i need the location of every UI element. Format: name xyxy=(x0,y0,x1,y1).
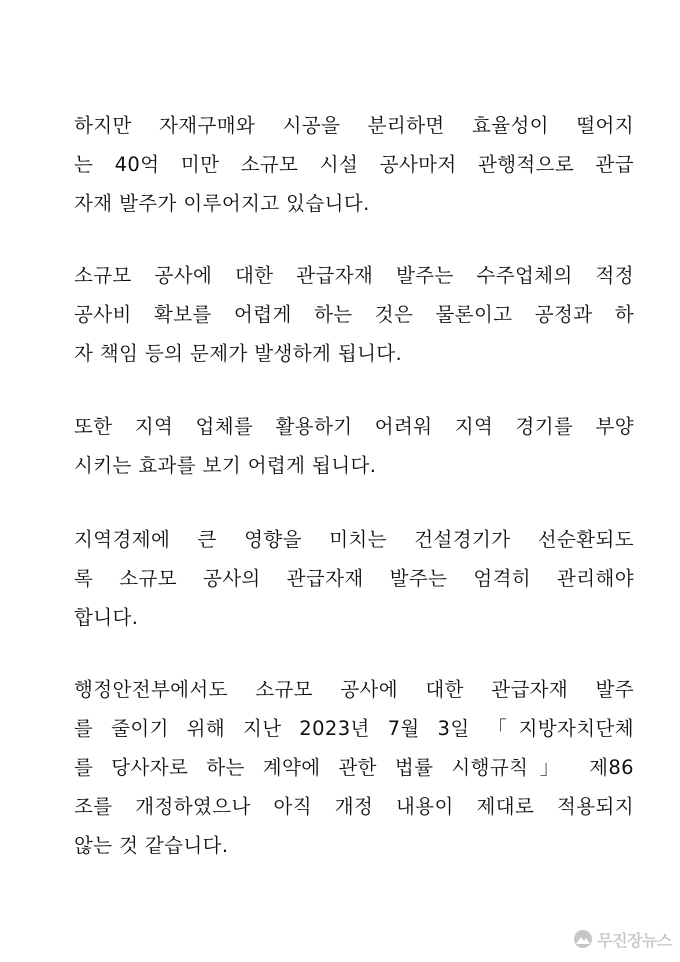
paragraph-5-line-1: 행정안전부에서도 소규모 공사에 대한 관급자재 발주 xyxy=(74,678,634,701)
paragraph-4-line-3: 합니다. xyxy=(74,606,139,629)
paragraph-5-line-3: 를 당사자로 하는 계약에 관한 법률 시행규칙」 제86 xyxy=(74,756,634,779)
paragraph-1-line-2: 는 40억 미만 소규모 시설 공사마저 관행적으로 관급 xyxy=(74,153,634,176)
paragraph-1-line-3: 자재 발주가 이루어지고 있습니다. xyxy=(74,192,370,215)
paragraph-5-line-4: 조를 개정하였으나 아직 개정 내용이 제대로 적용되지 xyxy=(74,795,634,818)
paragraph-2-line-2: 공사비 확보를 어렵게 하는 것은 물론이고 공정과 하 xyxy=(74,303,634,326)
watermark-text: 무진장뉴스 xyxy=(597,930,672,950)
paragraph-2-line-3: 자 책임 등의 문제가 발생하게 됩니다. xyxy=(74,342,403,365)
paragraph-3-line-2: 시키는 효과를 보기 어렵게 됩니다. xyxy=(74,454,377,477)
paragraph-2-line-1: 소규모 공사에 대한 관급자재 발주는 수주업체의 적정 xyxy=(74,264,634,287)
paragraph-5-line-5: 않는 것 같습니다. xyxy=(74,834,229,857)
paragraph-4-line-1: 지역경제에 큰 영향을 미치는 건설경기가 선순환되도 xyxy=(74,528,634,551)
paragraph-4-line-2: 록 소규모 공사의 관급자재 발주는 엄격히 관리해야 xyxy=(74,567,634,590)
paragraph-3-line-1: 또한 지역 업체를 활용하기 어려워 지역 경기를 부양 xyxy=(74,415,634,438)
paragraph-1-line-1: 하지만 자재구매와 시공을 분리하면 효율성이 떨어지 xyxy=(74,114,634,137)
watermark xyxy=(573,924,672,954)
mountain-logo-icon xyxy=(573,929,593,949)
paragraph-5-line-2: 를 줄이기 위해 지난 2023년 7월 3일 「지방자치단체 xyxy=(74,717,634,740)
